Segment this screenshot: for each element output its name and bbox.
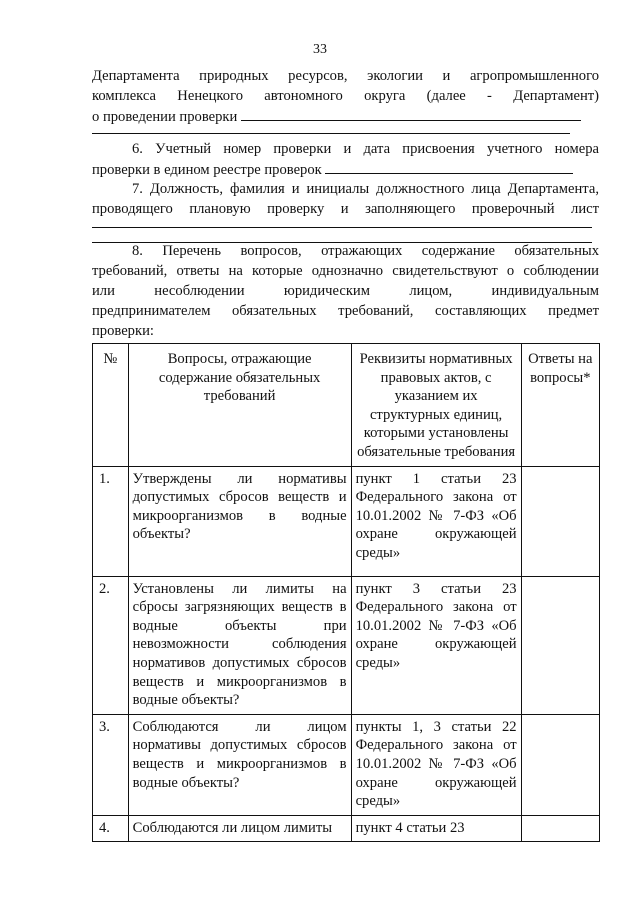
table-row [93,466,600,576]
table-header-row [93,344,600,467]
item6-line1: 6. Учетный номер проверки и дата присвоения учетного номера [132,141,599,157]
row-requisites: пункты 1, 3 статьи 22 Федерального закона от 10.01.2002 № 7-ФЗ «Об охране окружающей среды» [351,714,521,815]
paragraph-top-line1: Департамента природных ресурсов, экологии и агропромышленного [92,68,599,84]
row-answer-cell[interactable] [521,815,599,842]
fill-in-line [241,106,581,121]
row-requisites: пункт 1 статьи 23 Федерального закона от 10.01.2002 № 7-ФЗ «Об охране окружающей среды» [351,466,521,576]
row-number: 2. [93,576,129,714]
row-question: Соблюдаются ли лицом нормативы допустимых сбросов веществ и микроорганизмов в водные объекты? [128,714,351,815]
header-questions: Вопросы, отражающие содержание обязательных требований [128,344,351,467]
row-question: Соблюдаются ли лицом лимиты [128,815,351,842]
table-row [93,815,600,842]
paragraph-top-line2: комплекса Ненецкого автономного округа (далее - Департамент) [92,88,599,104]
row-answer-cell[interactable] [521,714,599,815]
fill-in-line [92,133,570,134]
paragraph-top-line3 [92,106,599,127]
table-row [93,714,600,815]
fill-in-line [92,227,592,228]
row-number: 4. [93,815,129,842]
row-answer-cell[interactable] [521,576,599,714]
item7-line2: проводящего плановую проверку и заполняющего проверочный лист [92,201,599,217]
row-requisites: пункт 3 статьи 23 Федерального закона от 10.01.2002 № 7-ФЗ «Об охране окружающей среды» [351,576,521,714]
item7-line1: 7. Должность, фамилия и инициалы должностного лица Департамента, [132,181,599,197]
table-row [93,576,600,714]
row-number: 3. [93,714,129,815]
header-number: № [93,344,129,467]
item6-line2-text: проверки в едином реестре проверок [92,162,322,178]
header-requisites: Реквизиты нормативных правовых актов, с указанием их структурных единиц, которыми установлены обязательные требования [351,344,521,467]
row-requisites: пункт 4 статьи 23 [351,815,521,842]
page-number: 33 [313,42,327,57]
row-answer-cell[interactable] [521,466,599,576]
paragraph-top-line3-text: о проведении проверки [92,109,238,125]
header-answers: Ответы на вопросы* [521,344,599,467]
item8-line2: требований, ответы на которые однозначно свидетельствуют о соблюдении [92,263,599,279]
item8-line5: проверки: [92,323,154,339]
item8-line1: 8. Перечень вопросов, отражающих содержание обязательных [132,243,599,259]
fill-in-line [325,159,573,174]
row-question: Утверждены ли нормативы допустимых сбросов веществ и микроорганизмов в водные объекты? [128,466,351,576]
item8-line4: предпринимателем обязательных требований, составляющих предмет [92,303,599,319]
row-question: Установлены ли лимиты на сбросы загрязняющих веществ в водные объекты при невозможности соблюдения нормативов допустимых сбросов веществ и микроорганизмов в водные объекты? [128,576,351,714]
requirements-table [92,343,600,842]
item6-line2-row [92,159,599,180]
row-number: 1. [93,466,129,576]
item8-line3: или несоблюдении юридическим лицом, индивидуальным [92,283,599,299]
